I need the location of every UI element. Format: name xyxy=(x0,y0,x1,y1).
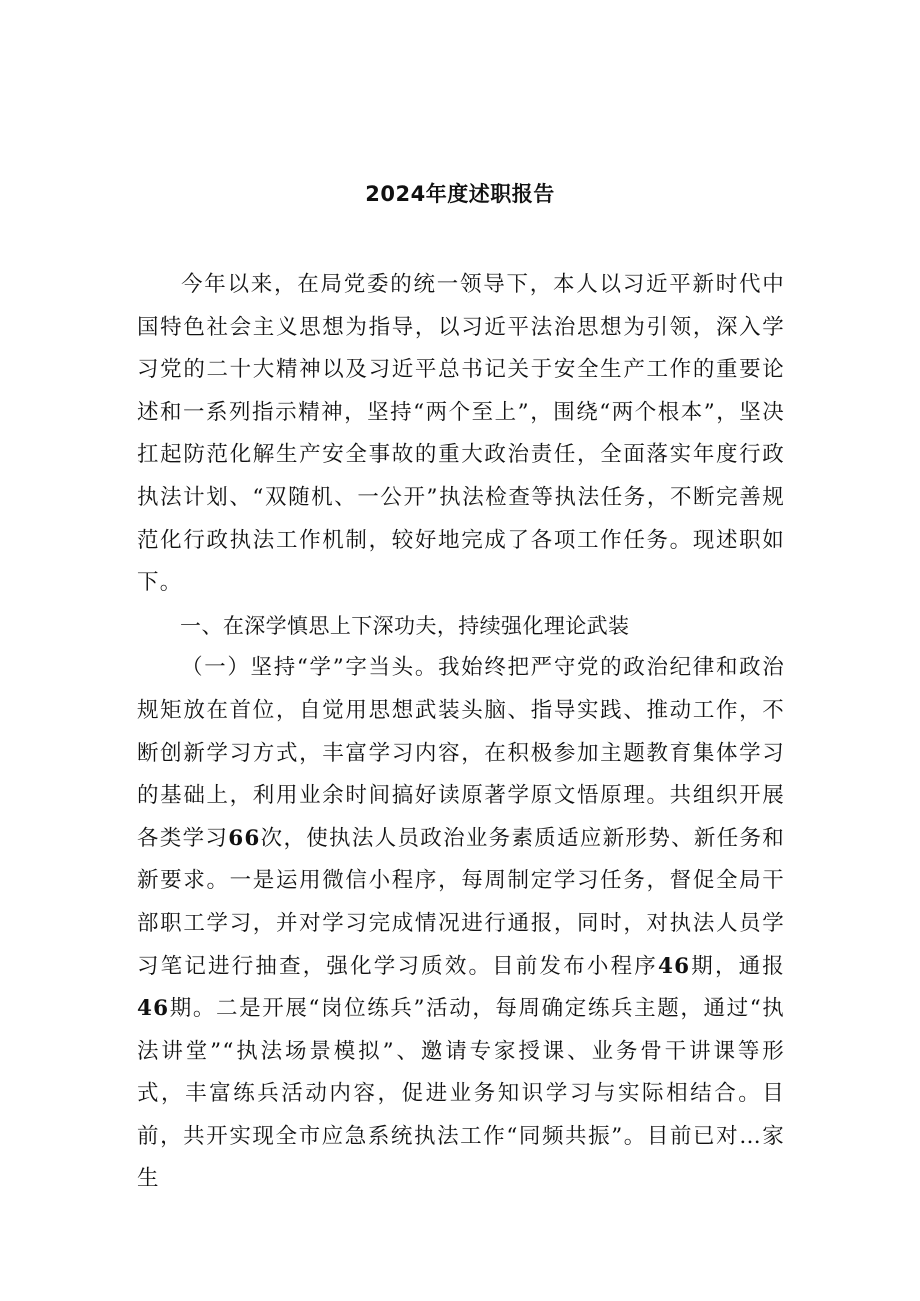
study-count: 66 xyxy=(228,825,261,851)
paragraph-text: 次，使执法人员政治业务素质适应新形势、新任务和新要求。一是运用微信小程序，每周制定学习任务，督促全局干部职工学习，并对学习完成情况进行通报，同时，对执法人员学习笔记进行抽查，强化学习质效。目前发布小程序 xyxy=(137,825,785,979)
document-title: 2024年度述职报告 xyxy=(365,182,555,206)
intro-paragraph: 今年以来，在局党委的统一领导下，本人以习近平新时代中国特色社会主义思想为指导，以习近平法治思想为引领，深入学习党的二十大精神以及习近平总书记关于安全生产工作的重要论述和一系列指示精神，坚持“两个至上”，围绕“两个根本”，坚决扛起防范化解生产安全事故的重大政治责任，全面落实年度行政执法计划、“双随机、一公开”执法检查等执法任务，不断完善规范化行政执法工作机制，较好地完成了各项工作任务。现述职如下。 xyxy=(137,272,785,596)
section-heading: 一、在深学慎思上下深功夫，持续强化理论武装 xyxy=(180,613,630,638)
section-paragraph xyxy=(137,647,785,1201)
paragraph-text: 期。二是开展“岗位练兵”活动，每周确定练兵主题，通过“执法讲堂”“执法场景模拟”、邀请专家授课、业务骨干讲课等形式，丰富练兵活动内容，促进业务知识学习与实际相结合。目前，共开实现全市应急系统执法工作“同频共振”。目前已对…家生 xyxy=(137,996,785,1192)
paragraph-text: （一）坚持“学”字当头。我始终把严守党的政治纪律和政治规矩放在首位，自觉用思想武装头脑、指导实践、推动工作，不断创新学习方式，丰富学习内容，在积极参加主题教育集体学习的基础上，利用业余时间搞好读原著学原文悟原理。共组织开展各类学习 xyxy=(137,655,785,851)
report-count: 46 xyxy=(137,996,170,1022)
document-body xyxy=(137,264,785,1201)
issue-count: 46 xyxy=(657,953,691,979)
paragraph-text: 期，通报 xyxy=(690,953,785,979)
